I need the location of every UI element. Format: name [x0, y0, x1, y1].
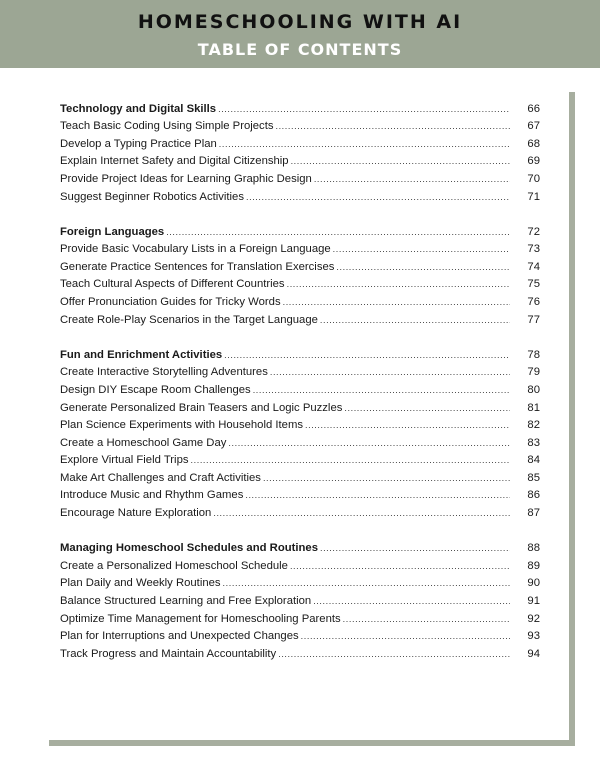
toc-page-number: 87 — [527, 507, 540, 520]
dot-leader — [283, 296, 510, 308]
toc-entry-label: Explore Virtual Field Trips — [60, 454, 189, 467]
dot-leader — [320, 314, 510, 326]
toc-entry[interactable] — [60, 167, 540, 185]
toc-page-number: 77 — [527, 313, 540, 326]
dot-leader — [287, 278, 510, 290]
dot-leader — [305, 419, 510, 431]
dot-leader — [270, 366, 510, 378]
toc-entry-label: Offer Pronunciation Guides for Tricky Words — [60, 296, 281, 309]
dot-leader — [246, 191, 510, 203]
toc-page-number: 92 — [527, 612, 540, 625]
dot-leader — [290, 560, 510, 572]
toc-page-number: 80 — [527, 383, 540, 396]
toc-entry[interactable] — [60, 396, 540, 414]
dot-leader — [343, 613, 510, 625]
frame-shadow-bottom — [49, 740, 575, 746]
toc-page-number: 90 — [527, 577, 540, 590]
toc-page-number: 82 — [527, 419, 540, 432]
toc-entry-label: Provide Basic Vocabulary Lists in a Foreign Language — [60, 243, 331, 256]
toc-entry[interactable] — [60, 150, 540, 168]
toc-page-number: 94 — [527, 647, 540, 660]
dot-leader — [301, 630, 510, 642]
dot-leader — [253, 384, 510, 396]
table-of-contents — [60, 97, 540, 677]
dot-leader — [314, 173, 510, 185]
toc-entry[interactable] — [60, 572, 540, 590]
toc-page-number: 73 — [527, 243, 540, 256]
toc-entry[interactable] — [60, 607, 540, 625]
toc-page-number: 72 — [527, 225, 540, 238]
frame-shadow-right — [569, 92, 575, 746]
toc-entry-label: Suggest Beginner Robotics Activities — [60, 190, 244, 203]
toc-entry[interactable] — [60, 449, 540, 467]
toc-page-number: 78 — [527, 348, 540, 361]
toc-heading[interactable] — [60, 97, 540, 115]
toc-page-number: 91 — [527, 594, 540, 607]
toc-page-number: 70 — [527, 172, 540, 185]
toc-entry-label: Develop a Typing Practice Plan — [60, 137, 217, 150]
toc-page-number: 68 — [527, 137, 540, 150]
toc-entry[interactable] — [60, 589, 540, 607]
toc-entry[interactable] — [60, 361, 540, 379]
toc-entry-label: Plan Science Experiments with Household Items — [60, 419, 303, 432]
toc-page-number: 83 — [527, 436, 540, 449]
toc-page-number: 85 — [527, 471, 540, 484]
toc-entry-label: Optimize Time Management for Homeschooling Parents — [60, 612, 341, 625]
toc-entry-label: Generate Personalized Brain Teasers and Logic Puzzles — [60, 401, 343, 414]
dot-leader — [218, 103, 510, 115]
toc-heading-label: Fun and Enrichment Activities — [60, 348, 223, 361]
toc-entry[interactable] — [60, 501, 540, 519]
toc-entry-label: Track Progress and Maintain Accountability — [60, 647, 277, 660]
toc-heading-label: Foreign Languages — [60, 225, 165, 238]
toc-entry-label: Create a Personalized Homeschool Schedule — [60, 559, 288, 572]
toc-title: TABLE OF CONTENTS — [197, 40, 403, 59]
toc-entry-label: Teach Basic Coding Using Simple Projects — [60, 120, 274, 133]
toc-entry[interactable] — [60, 255, 540, 273]
toc-entry-label: Provide Project Ideas for Learning Graphic Design — [60, 172, 312, 185]
toc-page-number: 88 — [527, 542, 540, 555]
toc-heading-label: Managing Homeschool Schedules and Routines — [60, 542, 318, 555]
toc-page-number: 81 — [527, 401, 540, 414]
toc-page-number: 79 — [527, 366, 540, 379]
toc-entry-label: Generate Practice Sentences for Translation Exercises — [60, 260, 335, 273]
toc-entry[interactable] — [60, 115, 540, 133]
toc-entry-label: Plan Daily and Weekly Routines — [60, 577, 221, 590]
toc-page-number: 75 — [527, 278, 540, 291]
toc-heading[interactable] — [60, 537, 540, 555]
toc-page-number: 67 — [527, 120, 540, 133]
toc-entry[interactable] — [60, 431, 540, 449]
dot-leader — [320, 542, 510, 554]
toc-entry-label: Plan for Interruptions and Unexpected Changes — [60, 630, 299, 643]
dot-leader — [191, 454, 510, 466]
toc-entry-label: Explain Internet Safety and Digital Citizenship — [60, 155, 289, 168]
toc-entry-label: Introduce Music and Rhythm Games — [60, 489, 244, 502]
toc-entry[interactable] — [60, 273, 540, 291]
dot-leader — [228, 437, 510, 449]
toc-entry-label: Create Role-Play Scenarios in the Target Language — [60, 313, 318, 326]
toc-entry-label: Make Art Challenges and Craft Activities — [60, 471, 261, 484]
dot-leader — [336, 261, 510, 273]
toc-entry[interactable] — [60, 308, 540, 326]
book-title: HOMESCHOOLING WITH AI — [137, 11, 463, 33]
dot-leader — [278, 648, 510, 660]
toc-entry[interactable] — [60, 238, 540, 256]
dot-leader — [213, 507, 510, 519]
toc-page-number: 86 — [527, 489, 540, 502]
toc-heading[interactable] — [60, 343, 540, 361]
dot-leader — [224, 349, 510, 361]
dot-leader — [166, 226, 510, 238]
toc-page-number: 66 — [527, 102, 540, 115]
toc-entry[interactable] — [60, 290, 540, 308]
toc-entry-label: Balance Structured Learning and Free Exploration — [60, 594, 312, 607]
toc-entry[interactable] — [60, 378, 540, 396]
toc-entry[interactable] — [60, 414, 540, 432]
toc-page-number: 93 — [527, 630, 540, 643]
toc-entry-label: Create a Homeschool Game Day — [60, 436, 227, 449]
toc-heading-label: Technology and Digital Skills — [60, 102, 217, 115]
dot-leader — [275, 120, 510, 132]
toc-entry[interactable] — [60, 642, 540, 660]
toc-entry[interactable] — [60, 625, 540, 643]
toc-entry[interactable] — [60, 466, 540, 484]
toc-page-number: 89 — [527, 559, 540, 572]
toc-entry-label: Encourage Nature Exploration — [60, 507, 212, 520]
toc-entry[interactable] — [60, 484, 540, 502]
toc-page-number: 84 — [527, 454, 540, 467]
dot-leader — [263, 472, 510, 484]
toc-entry[interactable] — [60, 132, 540, 150]
dot-leader — [313, 595, 510, 607]
toc-page-number: 69 — [527, 155, 540, 168]
toc-section-fun-enrichment — [60, 343, 540, 519]
toc-section-technology — [60, 97, 540, 203]
header-banner — [0, 0, 600, 68]
toc-heading[interactable] — [60, 220, 540, 238]
toc-section-schedules — [60, 537, 540, 660]
toc-entry-label: Create Interactive Storytelling Adventures — [60, 366, 268, 379]
dot-leader — [333, 243, 510, 255]
dot-leader — [245, 489, 510, 501]
dot-leader — [291, 155, 510, 167]
toc-entry-label: Teach Cultural Aspects of Different Countries — [60, 278, 285, 291]
toc-page-number: 76 — [527, 296, 540, 309]
dot-leader — [223, 577, 510, 589]
toc-entry-label: Design DIY Escape Room Challenges — [60, 383, 251, 396]
dot-leader — [344, 402, 510, 414]
toc-page-number: 71 — [527, 190, 540, 203]
toc-entry[interactable] — [60, 185, 540, 203]
toc-section-foreign-languages — [60, 220, 540, 326]
toc-page-number: 74 — [527, 260, 540, 273]
dot-leader — [219, 138, 510, 150]
toc-entry[interactable] — [60, 554, 540, 572]
